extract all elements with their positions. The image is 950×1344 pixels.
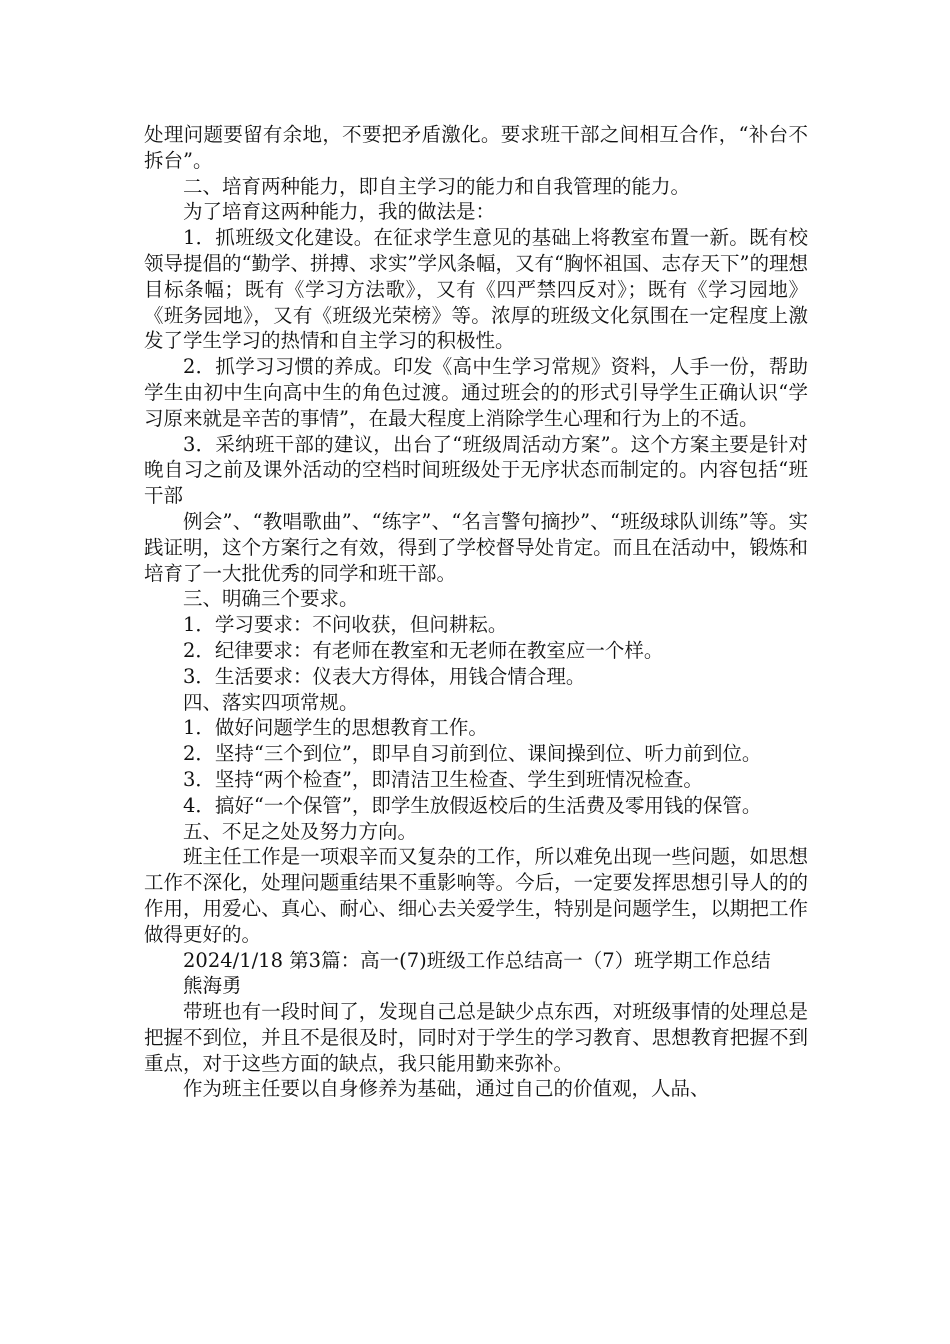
- section-heading-two-abilities: 二、培育两种能力，即自主学习的能力和自我管理的能力。: [183, 174, 691, 198]
- paragraph: 带班也有一段时间了，发现自己总是缺少点东西，对班级事情的处理总是把握不到位，并且不是很及时，同时对于学生的学习教育、思想教育把握不到重点，对于这些方面的缺点，我只能用勤来弥补。: [144, 1000, 808, 1075]
- article-title: 2024/1/18 第3篇：高一(7)班级工作总结高一（7）班学期工作总结: [183, 948, 771, 972]
- paragraph: 班主任工作是一项艰辛而又复杂的工作，所以难免出现一些问题，如思想工作不深化，处理问题重结果不重影响等。今后，一定要发挥思想引导人的的作用，用爱心、真心、耐心、细心去关爱学生，特别是问题学生，以期把工作做得更好的。: [144, 845, 808, 946]
- list-item: 2．抓学习习惯的养成。印发《高中生学习常规》资料，人手一份，帮助学生由初中生向高中生的角色过渡。通过班会的的形式引导学生正确认识“学习原来就是辛苦的事情”，在最大程度上消除学生心理和行为上的不适。: [144, 355, 808, 430]
- list-item: 2．纪律要求：有老师在教室和无老师在教室应一个样。: [183, 638, 664, 662]
- list-item: 2．坚持“三个到位”，即早自习前到位、课间操到位、听力前到位。: [183, 742, 762, 766]
- list-item: 4．搞好“一个保管”，即学生放假返校后的生活费及零用钱的保管。: [183, 793, 762, 817]
- list-item: 1．抓班级文化建设。在征求学生意见的基础上将教室布置一新。既有校领导提倡的“勤学、拼搏、求实”学风条幅，又有“胸怀祖国、志存天下”的理想目标条幅；既有《学习方法歌》，又有《四严禁四反对》；既有《学习园地》《班务园地》，又有《班级光荣榜》等。浓厚的班级文化氛围在一定程度上激发了学生学习的热情和自主学习的积极性。: [144, 226, 808, 353]
- paragraph: 例会”、“教唱歌曲”、“练字”、“名言警句摘抄”、“班级球队训练”等。实践证明，这个方案行之有效，得到了学校督导处肯定。而且在活动中，锻炼和培育了一大批优秀的同学和班干部。: [144, 509, 808, 585]
- list-item: 3．采纳班干部的建议，出台了“班级周活动方案”。这个方案主要是针对晚自习之前及课外活动的空档时间班级处于无序状态而制定的。内容包括“班干部: [144, 432, 808, 508]
- paragraph: 为了培育这两种能力，我的做法是：: [183, 200, 496, 224]
- list-item: 1．做好问题学生的思想教育工作。: [183, 716, 488, 740]
- document-body: [144, 122, 808, 1102]
- section-heading-three-requirements: 三、明确三个要求。: [183, 587, 359, 611]
- section-heading-shortcomings: 五、不足之处及努力方向。: [183, 819, 418, 843]
- paragraph: 作为班主任要以自身修养为基础，通过自己的价值观，人品、: [183, 1077, 710, 1101]
- list-item: 3．生活要求：仪表大方得体，用钱合情合理。: [183, 664, 586, 688]
- paragraph-continuation: 处理问题要留有余地，不要把矛盾激化。要求班干部之间相互合作，“补台不拆台”。: [144, 123, 808, 172]
- section-heading-four-routines: 四、落实四项常规。: [183, 690, 359, 714]
- author-name: 熊海勇: [183, 974, 242, 998]
- list-item: 1．学习要求：不问收获，但问耕耘。: [183, 613, 508, 637]
- list-item: 3．坚持“两个检查”，即清洁卫生检查、学生到班情况检查。: [183, 767, 703, 791]
